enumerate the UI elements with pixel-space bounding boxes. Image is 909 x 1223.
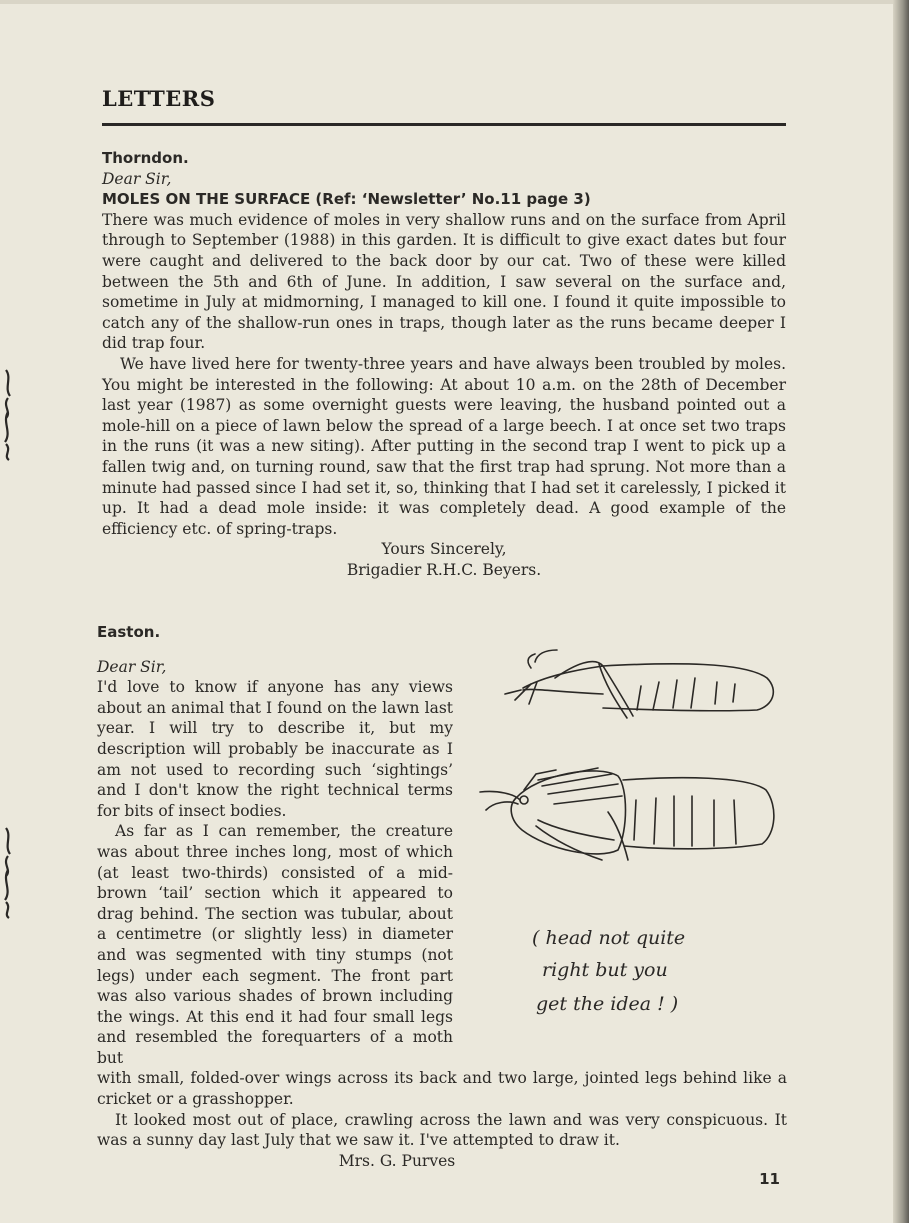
letter-closing: Yours Sincerely, xyxy=(381,540,507,559)
handwritten-sketch-note xyxy=(528,918,778,1026)
letter-place: Thorndon. xyxy=(102,149,189,167)
page-number: 11 xyxy=(759,1170,780,1188)
letter-signature: Mrs. G. Purves xyxy=(338,1151,456,1170)
sketch-note-line: get the idea ! ) xyxy=(536,993,679,1015)
letter-paragraph: We have lived here for twenty-three years and have always been troubled by moles. You might be interested in the following: At about 10 a.m. on the 28th of December last year (1987) as some overnight guests were leaving, the husband pointed out a mole-hill on a piece of lawn below the spread of a large beech. I at once set two traps in the runs (it was a new siting). After putting in the second trap I went to pick up a fallen twig and, on turning round, saw that the first trap had sprung. Not more than a minute had passed since I had set it, so, thinking that I had set it carelessly, I picked it up. It had a dead mole inside: it was completely dead. A good example of the efficiency etc. of spring-traps. xyxy=(102,354,786,538)
letter-signature: Brigadier R.H.C. Beyers. xyxy=(346,560,542,579)
letter-paragraph: It looked most out of place, crawling across the lawn and was very conspicuous. It was a sunny day last July that we saw it. I've attempted to draw it. xyxy=(97,1110,787,1150)
insect-sketch-top-view xyxy=(478,760,778,868)
letter-thorndon xyxy=(102,148,786,580)
heading-rule xyxy=(102,123,786,126)
insect-sketch-side-view xyxy=(495,648,785,726)
letter-paragraph: with small, folded-over wings across its back and two large, jointed legs behind like a cricket or a grasshopper. xyxy=(97,1069,787,1109)
binding-mark xyxy=(0,868,14,920)
letter-paragraph: As far as I can remember, the creature was about three inches long, most of which (at least two-thirds) consisted of a mid-brown ‘tail’ section which it appeared to drag behind. The section was tubular, about a centimetre (or slightly less) in diameter and was segmented with tiny stumps (not legs) under each segment. The front part was also various shades of brown including the wings. At this end it had four small legs and resembled the forequarters of a moth but xyxy=(97,822,453,1067)
letter-salutation: Dear Sir, xyxy=(102,169,172,188)
letter-salutation: Dear Sir, xyxy=(97,657,167,676)
binding-mark xyxy=(0,410,14,462)
letter-paragraph: I'd love to know if anyone has any views about an animal that I found on the lawn last year. I will try to describe it, but my description will probably be inaccurate as I am not used to recording such ‘sightings’ and I don't know the right technical terms for bits of insect bodies. xyxy=(97,678,453,820)
letter-paragraph: There was much evidence of moles in very shallow runs and on the surface from April through to September (1988) in this garden. It is difficult to give exact dates but four were caught and delivered to the back door by our cat. Two of these were killed between the 5th and 6th of June. In addition, I saw several on the surface and, sometime in July at midmorning, I managed to kill one. I found it quite impossible to catch any of the shallow-run ones in traps, though later as the runs became deeper I did trap four. xyxy=(102,210,786,353)
page-edge-top xyxy=(0,0,909,4)
letter-subject: MOLES ON THE SURFACE (Ref: ‘Newsletter’ No.11 page 3) xyxy=(102,190,591,209)
letter-place: Easton. xyxy=(97,623,161,641)
page-edge-right xyxy=(893,0,909,1223)
sketch-note-line: ( head not quite xyxy=(532,927,686,949)
sketch-note-line: right but you xyxy=(542,959,668,981)
section-heading: LETTERS xyxy=(102,86,216,111)
